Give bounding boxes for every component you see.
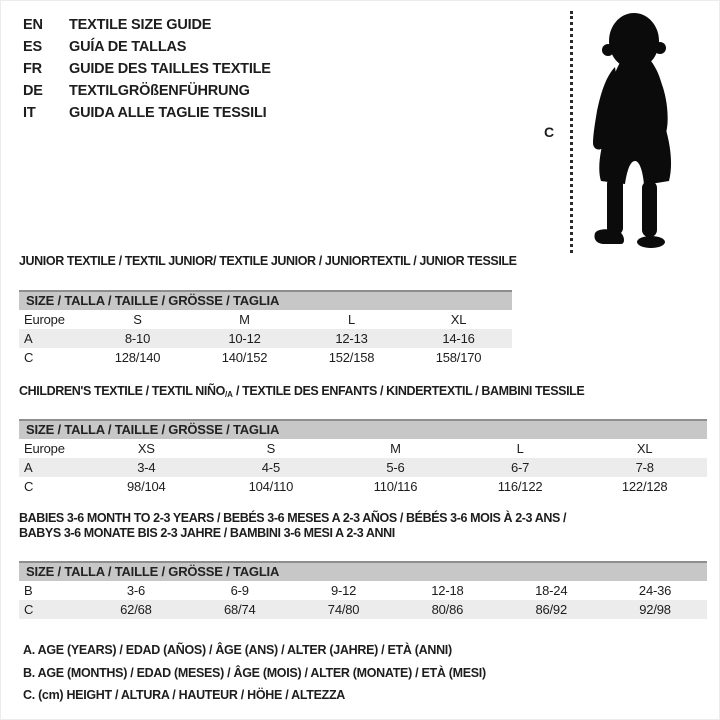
guide-title-es: GUÍA DE TALLAS xyxy=(69,39,187,55)
table-row-age xyxy=(19,458,707,477)
language-code: DE xyxy=(23,83,43,99)
row-label: Europe xyxy=(24,441,65,456)
size-cell: 122/128 xyxy=(621,479,668,494)
table-row-europe xyxy=(19,310,512,329)
table-row-europe xyxy=(19,439,707,458)
size-cell: 12-13 xyxy=(335,331,368,346)
height-figure xyxy=(544,11,685,253)
babies-title-line2: BABYS 3-6 MONATE BIS 2-3 JAHRE / BAMBINI 3-6 MESI A 2-3 ANNI xyxy=(19,526,395,540)
height-dotted-line xyxy=(570,11,573,253)
size-cell: 62/68 xyxy=(120,602,152,617)
size-cell: 7-8 xyxy=(635,460,654,475)
language-code: FR xyxy=(23,61,42,77)
junior-textile-table xyxy=(19,254,517,367)
title-part-subscript: /A xyxy=(224,390,233,399)
table-row-age-months xyxy=(19,581,707,600)
row-label: B xyxy=(24,583,33,598)
table-row-height xyxy=(19,348,512,367)
size-cell: 104/110 xyxy=(248,479,294,494)
size-cell: M xyxy=(239,312,250,327)
language-title-list xyxy=(23,14,271,124)
size-cell: 5-6 xyxy=(386,460,405,475)
size-cell: L xyxy=(347,312,356,327)
row-label: C xyxy=(24,479,34,494)
size-cell: 80/86 xyxy=(431,602,464,617)
size-cell: 74/80 xyxy=(327,602,360,617)
guide-title-it: GUIDA ALLE TAGLIE TESSILI xyxy=(69,105,267,121)
row-label: A xyxy=(24,460,33,475)
size-header-bar: SIZE / TALLA / TAILLE / GRÖSSE / TAGLIA xyxy=(19,419,707,439)
language-row-de xyxy=(23,80,271,102)
size-header-bar: SIZE / TALLA / TAILLE / GRÖSSE / TAGLIA xyxy=(19,561,707,581)
size-cell: 24-36 xyxy=(638,583,672,598)
babies-textile-table xyxy=(19,511,707,619)
title-part-post: / TEXTILE DES ENFANTS / KINDERTEXTIL / BAMBINI TESSILE xyxy=(232,384,585,398)
language-row-es xyxy=(23,36,271,58)
row-label: A xyxy=(24,331,33,346)
size-cell: 12-18 xyxy=(431,583,464,598)
size-cell: L xyxy=(516,441,524,456)
guide-title-en: TEXTILE SIZE GUIDE xyxy=(69,17,212,33)
title-part-pre: CHILDREN'S TEXTILE / TEXTIL NIÑO xyxy=(19,384,225,398)
size-cell: M xyxy=(390,441,401,456)
size-cell: 110/116 xyxy=(373,479,418,494)
size-cell: 14-16 xyxy=(442,331,475,346)
table-row-height xyxy=(19,600,707,619)
legend-age-months: B. AGE (MONTHS) / EDAD (MESES) / ÂGE (MOIS) / ALTER (MONATE) / ETÀ (MESI) xyxy=(23,665,486,680)
size-cell: 152/158 xyxy=(328,350,375,365)
babies-table-title xyxy=(19,511,707,541)
size-cell: 92/98 xyxy=(639,602,671,617)
language-row-it xyxy=(23,102,271,124)
height-measure-label: C xyxy=(544,124,555,140)
size-cell: 10-12 xyxy=(228,331,261,346)
size-cell: 3-6 xyxy=(126,583,146,598)
size-cell: S xyxy=(266,441,276,456)
size-cell: S xyxy=(133,312,142,327)
size-cell: XL xyxy=(636,441,653,456)
size-header-bar: SIZE / TALLA / TAILLE / GRÖSSE / TAGLIA xyxy=(19,290,512,310)
size-cell: 4-5 xyxy=(261,460,280,475)
measure-legend xyxy=(23,639,486,707)
legend-age-years: A. AGE (YEARS) / EDAD (AÑOS) / ÂGE (ANS) / ALTER (JAHRE) / ETÀ (ANNI) xyxy=(23,643,452,657)
size-cell: 68/74 xyxy=(223,602,256,617)
size-cell: 98/104 xyxy=(127,479,166,494)
size-cell: 6-7 xyxy=(510,460,530,475)
row-label: Europe xyxy=(24,312,65,327)
size-cell: 116/122 xyxy=(497,479,543,494)
language-code: ES xyxy=(23,39,42,55)
size-cell: 9-12 xyxy=(330,583,357,598)
language-code: IT xyxy=(23,105,36,121)
legend-height-cm: C. (cm) HEIGHT / ALTURA / HAUTEUR / HÖHE / ALTEZZA xyxy=(23,688,346,702)
size-cell: 8-10 xyxy=(124,331,151,346)
childrens-table-title xyxy=(19,384,707,402)
size-cell: 3-4 xyxy=(137,460,156,475)
guide-title-de: TEXTILGRÖßENFÜHRUNG xyxy=(69,83,250,99)
table-row-age xyxy=(19,329,512,348)
table-row-height xyxy=(19,477,707,496)
size-cell: 6-9 xyxy=(230,583,249,598)
junior-table-title: JUNIOR TEXTILE / TEXTIL JUNIOR/ TEXTILE JUNIOR / JUNIORTEXTIL / JUNIOR TESSILE xyxy=(19,254,517,268)
language-row-fr xyxy=(23,58,271,80)
size-cell: 86/92 xyxy=(535,602,567,617)
size-cell: 18-24 xyxy=(535,583,568,598)
size-cell: 128/140 xyxy=(114,350,161,365)
childrens-textile-table xyxy=(19,384,707,496)
size-cell: XL xyxy=(450,312,467,327)
size-cell: XS xyxy=(137,441,155,456)
size-cell: 158/170 xyxy=(435,350,482,365)
size-cell: 140/152 xyxy=(221,350,268,365)
language-row-en xyxy=(23,14,271,36)
guide-title-fr: GUIDE DES TAILLES TEXTILE xyxy=(69,61,271,77)
language-code: EN xyxy=(23,17,43,33)
babies-title-line1: BABIES 3-6 MONTH TO 2-3 YEARS / BEBÉS 3-6 MESES A 2-3 AÑOS / BÉBÉS 3-6 MOIS À 2-3 ANS / xyxy=(19,511,567,525)
row-label: C xyxy=(24,350,34,365)
toddler-silhouette-icon xyxy=(585,11,685,253)
row-label: C xyxy=(24,602,34,617)
